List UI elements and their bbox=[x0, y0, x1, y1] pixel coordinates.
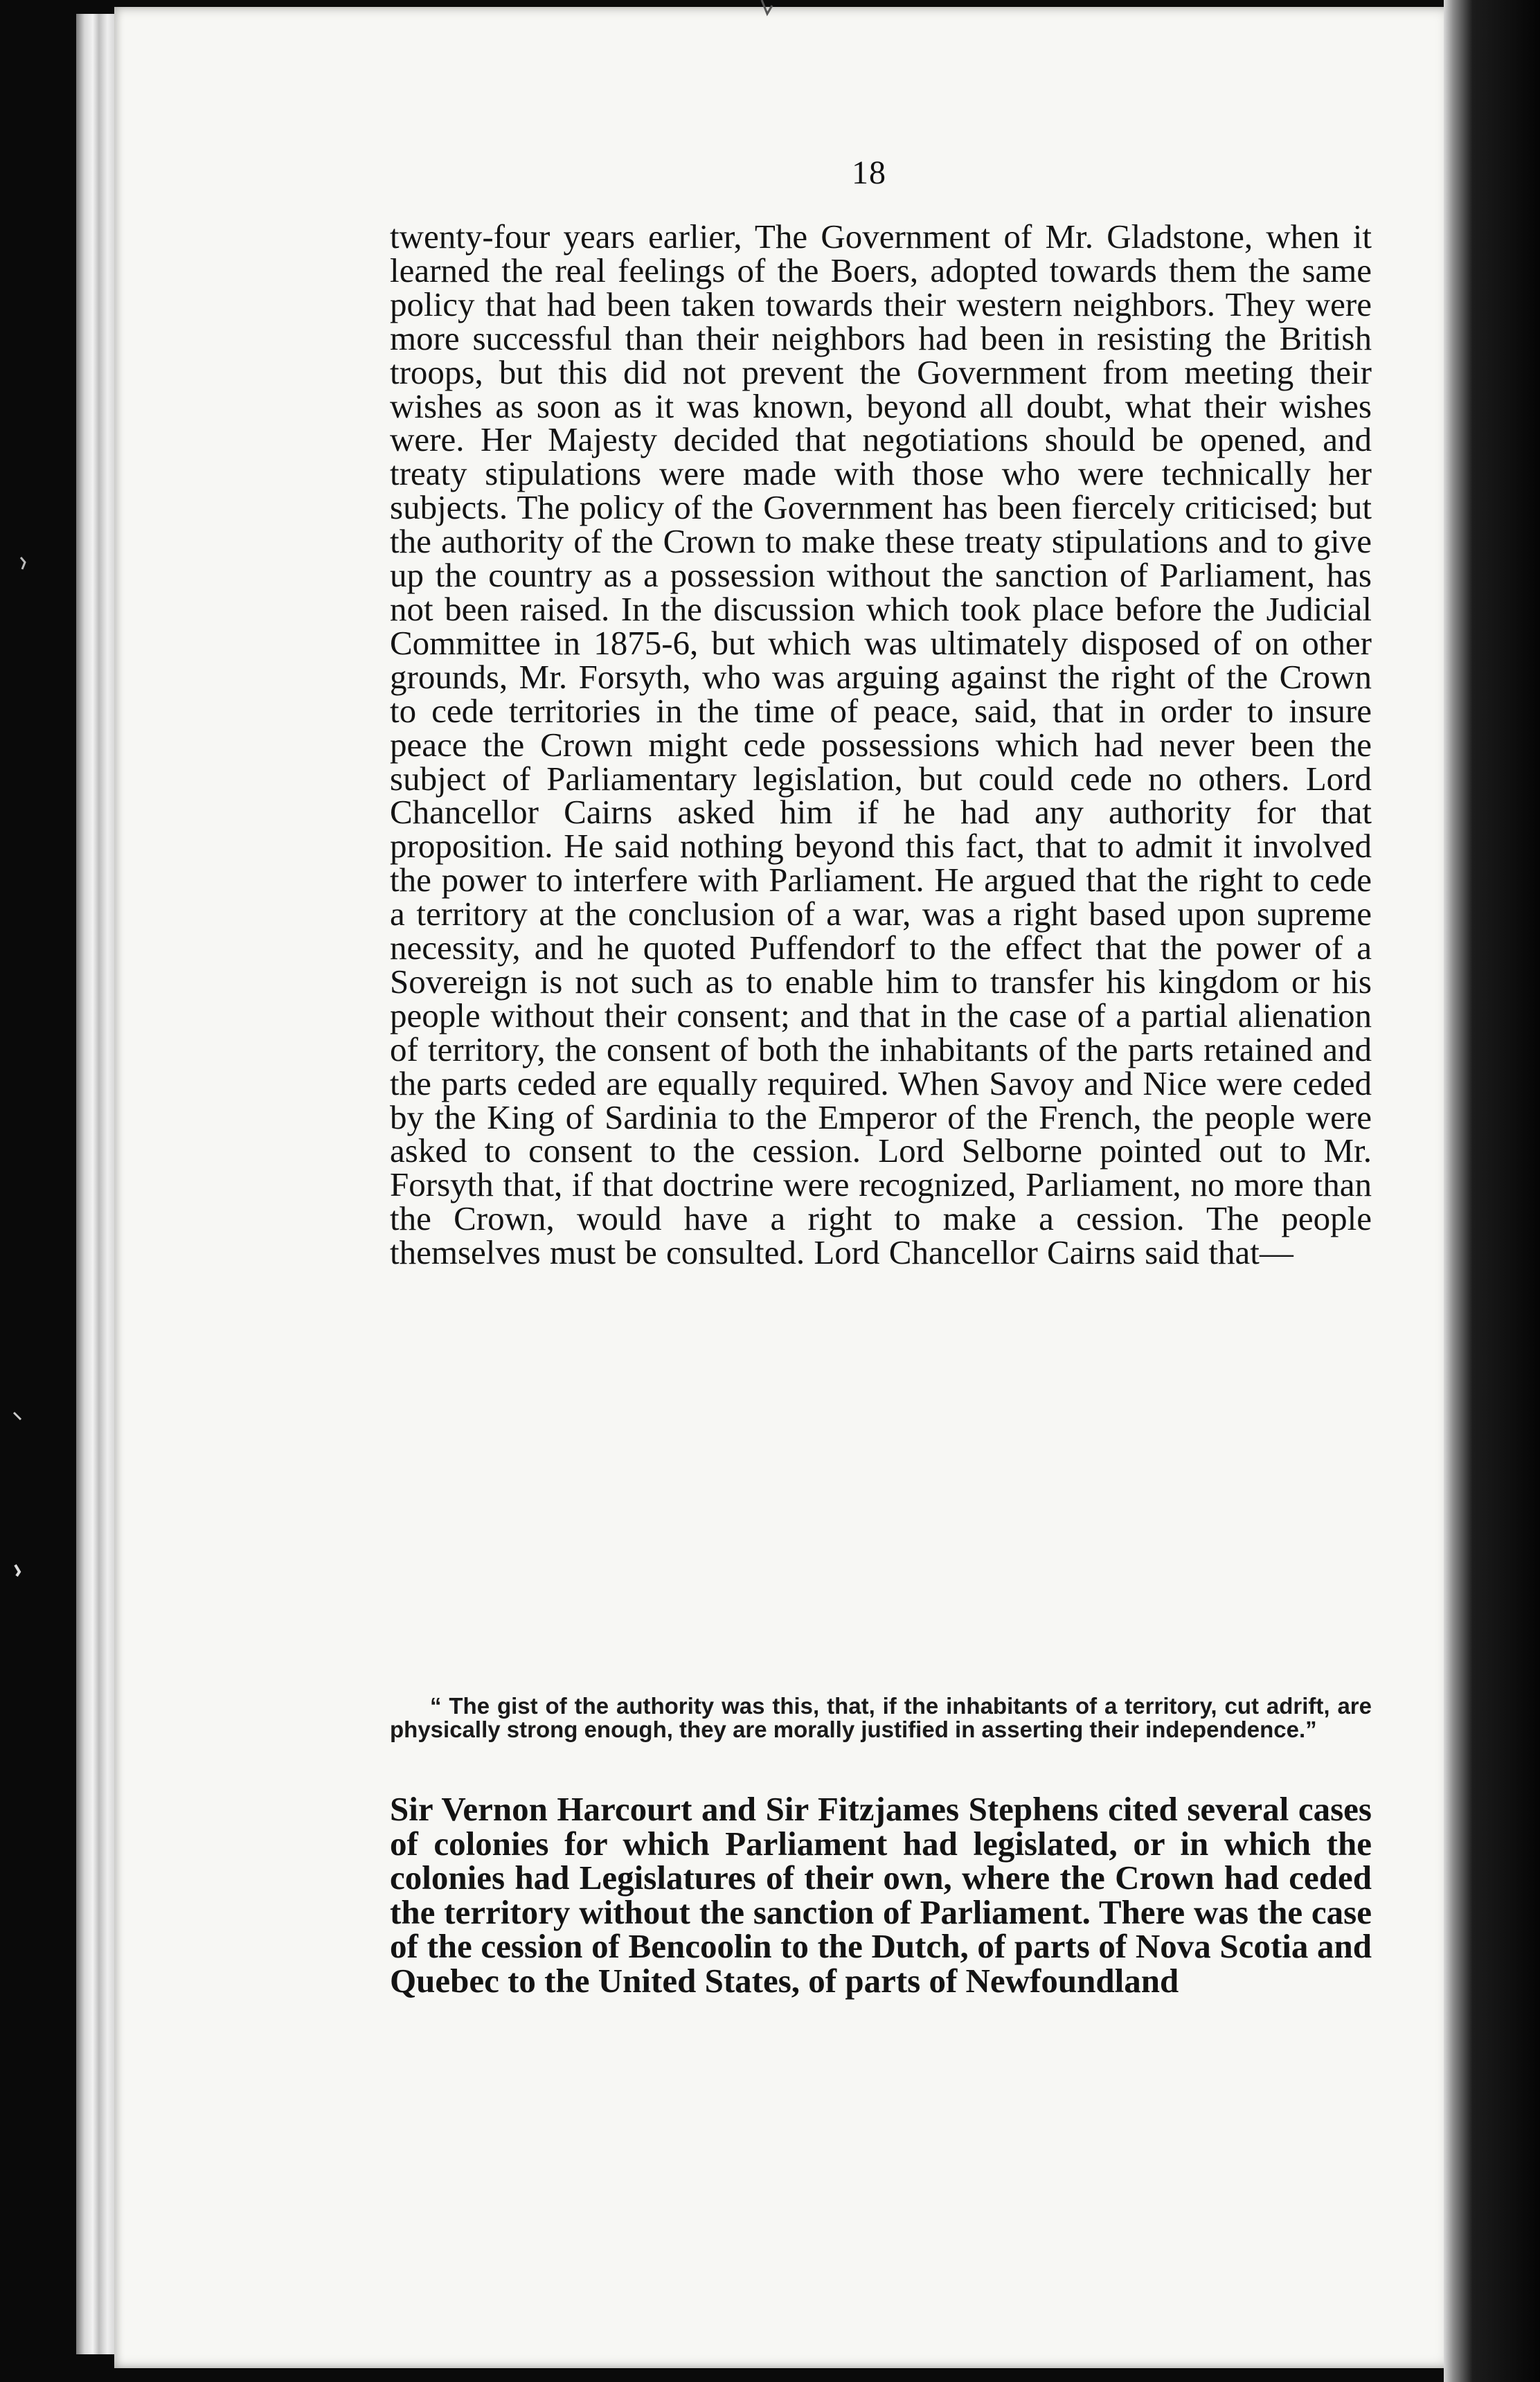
block-quote: “ The gist of the authority was this, that, if the inhabitants of a territory, cut adrift, are physically strong enough, they are morally justified in asserting their independence.” bbox=[390, 1693, 1372, 1742]
paragraph-continuation: Sir Vernon Harcourt and Sir Fitzjames Stephens cited several cases of colonies for which Parliament had legislated, or in which the colonies had Legislatures of their own, where the Crown had ceded the territory without the sanction of Parliament. There was the case of the cession of Bencoolin to the Dutch, of parts of Nova Scotia and Quebec to the United States, of parts of Newfoundland bbox=[390, 1790, 1372, 2000]
page-number: 18 bbox=[852, 154, 886, 191]
margin-mark-2 bbox=[14, 1413, 21, 1420]
margin-mark-1 bbox=[21, 557, 25, 569]
page-stack-edge bbox=[76, 14, 118, 2354]
book-spine-edge bbox=[1444, 0, 1540, 2382]
paragraph-main: twenty-four years earlier, The Government of Mr. Gladstone, when it learned the real feelings of the Boers, adopted towards them the same policy that had been taken towards their western neighbors. They were more successful than their neighbors had been in resisting the British troops, but this did not prevent the Government from meeting their wishes as soon as it was known, beyond all doubt, what their wishes were. Her Majesty decided that negotiations should be opened, and treaty stipulations were made with those who were technically her subjects. The policy of the Government has been fiercely criticised; but the authority of the Crown to make these treaty stipulations and to give up the country as a possession without the sanction of Parliament, has not been raised. In the discussion which took place before the Judicial Committee in 1875-6, but which was ultimately disposed of on other grounds, Mr. Forsyth, who was arguing against the right of the Crown to cede territories in the time of peace, said, that in order to insure peace the Crown might cede possessions which had never been the subject of Parliamentary legislation, but could cede no others. Lord Chancellor Cairns asked him if he had any authority for that proposition. He said nothing beyond this fact, that to admit it involved the power to interfere with Parliament. He argued that the right to cede a territory at the conclusion of a war, was a right based upon supreme necessity, and he quoted Puffendorf to the effect that the power of a Sovereign is not such as to enable him to transfer his kingdom or his people without their consent; and that in the case of a partial alienation of territory, the consent of both the inhabitants of the parts retained and the parts ceded are equally required. When Savoy and Nice were ceded by the King of Sardinia to the Emperor of the French, the people were asked to consent to the cession. Lord Selborne pointed out to Mr. Forsyth that, if that doctrine were recognized, Parliament, no more than the Crown, would have a right to make a cession. The people themselves must be consulted. Lord Chancellor Cairns said that— bbox=[390, 217, 1372, 1272]
margin-mark-3 bbox=[15, 1565, 19, 1576]
